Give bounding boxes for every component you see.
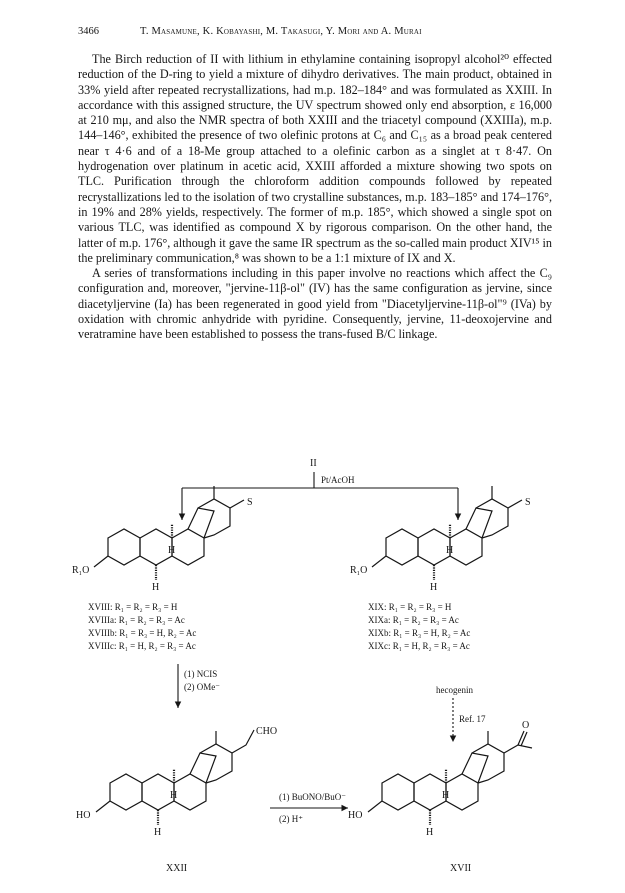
h-label-left-1: H: [168, 545, 176, 556]
r1o-bond-left: [94, 556, 108, 567]
side-chain-xvii: [504, 745, 532, 753]
label-xix: XIX: R₁ = R₂ = R₃ = H: [368, 602, 452, 612]
reagent-h-plus: (2) H⁺: [279, 814, 303, 824]
ring-a-xvii: [382, 774, 414, 810]
start-compound-label: II: [310, 458, 317, 469]
label-xixa: XIXa: R₁ = R₂ = R₃ = Ac: [368, 615, 459, 625]
h-label-xvii-1: H: [442, 790, 450, 801]
ring-d-left: [188, 508, 214, 538]
h-label-xxii-2: H: [154, 827, 162, 838]
ref-17-label: Ref. 17: [459, 714, 486, 724]
ring-d-xvii: [462, 753, 488, 783]
ho-label-xvii: HO: [348, 810, 363, 821]
reagent-ome: (2) OMe⁻: [184, 682, 220, 692]
ring-e-right: [476, 499, 508, 538]
ring-d-right: [466, 508, 492, 538]
ring-e-left: [198, 499, 230, 538]
left-compound-labels: [88, 602, 196, 651]
ring-a-left: [108, 529, 140, 565]
label-xixb: XIXb: R₁ = R₃ = H, R₂ = Ac: [368, 628, 471, 638]
right-compound-labels: [368, 602, 470, 651]
label-xviiib: XVIIIb: R₁ = R₃ = H, R₂ = Ac: [88, 628, 197, 638]
label-xviii: XVIII: R₁ = R₂ = R₃ = H: [88, 602, 178, 612]
s-label-left: S: [247, 497, 253, 508]
ho-bond-xxii: [96, 801, 110, 812]
r1o-bond-right: [372, 556, 386, 567]
top-branch: [182, 458, 458, 520]
h-label-right-2: H: [430, 582, 438, 593]
label-xviiic: XVIIIc: R₁ = H, R₂ = R₃ = Ac: [88, 641, 196, 651]
ring-c-right: [450, 529, 482, 565]
ring-a-right: [386, 529, 418, 565]
cho-label: CHO: [256, 726, 278, 737]
compound-label-xvii: XVII: [450, 863, 472, 874]
r1o-label-left: R₁O: [72, 565, 90, 576]
compound-label-xxii: XXII: [166, 863, 188, 874]
ring-e-xxii: [200, 744, 232, 783]
ring-e-xvii: [472, 744, 504, 783]
h-label-left-2: H: [152, 582, 160, 593]
ring-a-xxii: [110, 774, 142, 810]
compound-xviii-structure: [72, 486, 253, 593]
paragraph-birch-reduction: The Birch reduction of II with lithium in ethylamine containing isopropyl alcohol²⁰ effected reduction of the D-ring to yield a mixture of dihydro derivatives. The main product, obtained in 33% yield after repeated recrystallizations, had m.p. 182–184° and was formulated as XXIII. In accordance with this assigned structure, the UV spectrum showed only end absorption, ε 16,000 at 210 mμ, and also the NMR spectra of both XXIII and the triacetyl compound (XXIIIa), m.p. 144–146°, exhibited the presence of two olefinic protons at C₆ and C₁₅ as a broad peak centered near τ 4·6 and of a 18-Me group attached to a olefinic carbon as a singlet at τ 8·47. On hydrogenation over platinum in acetic acid, XXIII afforded a mixture showing two spots on TLC. Purification through the chloroform addition compounds followed by repeated recrystallizations led to the isolation of two crystalline substances, m.p. 183–185° and 174–176°, in 19% and 28% yields, respectively. The former of m.p. 185°, which showed a single spot on various TLC, was identified as compound X by rigorous comparison. On the other hand, the latter of m.p. 176°, although it gave the same IR spectrum as the so-called main product XIV¹⁵ in the preliminary communication,⁸ was shown to be a 1:1 mixture of IX and X.: [78, 52, 552, 265]
running-head-authors: T. Masamune, K. Kobayashi, M. Takasugi, Y. Mori and A. Murai: [140, 26, 422, 37]
reagent-pt-acoh: Pt/AcOH: [321, 475, 355, 485]
carbonyl-double-bond: [518, 731, 527, 746]
reagent-buono: (1) BuONO/BuO⁻: [279, 792, 346, 802]
ring-d-xxii: [190, 753, 216, 783]
h-label-xxii-1: H: [170, 790, 178, 801]
hecogenin-group: [436, 685, 486, 742]
reagent-ncis: (1) NCIS: [184, 669, 218, 679]
compound-xix-structure: [350, 486, 531, 593]
side-chain-left-1: [230, 500, 244, 508]
side-chain-xxii: [232, 730, 254, 753]
label-xviiia: XVIIIa: R₁ = R₂ = R₃ = Ac: [88, 615, 185, 625]
side-chain-right-1: [508, 500, 522, 508]
r1o-label-right: R₁O: [350, 565, 368, 576]
compound-xvii-structure: [348, 720, 532, 874]
paragraph-transformations: A series of transformations including in this paper involve no reactions which affect the C₉ configuration and, moreover, "jervine-11β-ol" (IV) has the same configuration as jervine, since diacetyljervine (Ia) has been regenerated in good yield from "Diacetyljervine-11β-ol"⁹ (IVa) by oxidation with chromic anhydride with pyridine. Consequently, jervine, 11-deoxojervine and veratramine have been established to possess the trans-fused B/C linkage.: [78, 266, 552, 342]
page-number: 3466: [78, 26, 99, 37]
ho-bond-xvii: [368, 801, 382, 812]
h-label-xvii-2: H: [426, 827, 434, 838]
label-xixc: XIXc: R₁ = H, R₂ = R₃ = Ac: [368, 641, 470, 651]
ho-label-xxii: HO: [76, 810, 91, 821]
down-arrow-group: [178, 664, 220, 708]
h-label-right-1: H: [446, 545, 454, 556]
ring-c-xxii: [174, 774, 206, 810]
compound-xxii-structure: [76, 726, 277, 874]
hecogenin-label: hecogenin: [436, 685, 473, 695]
right-arrow-group: [270, 792, 348, 824]
s-label-right: S: [525, 497, 531, 508]
ring-c-xvii: [446, 774, 478, 810]
o-label-xvii: O: [522, 720, 530, 731]
ring-c-left: [172, 529, 204, 565]
